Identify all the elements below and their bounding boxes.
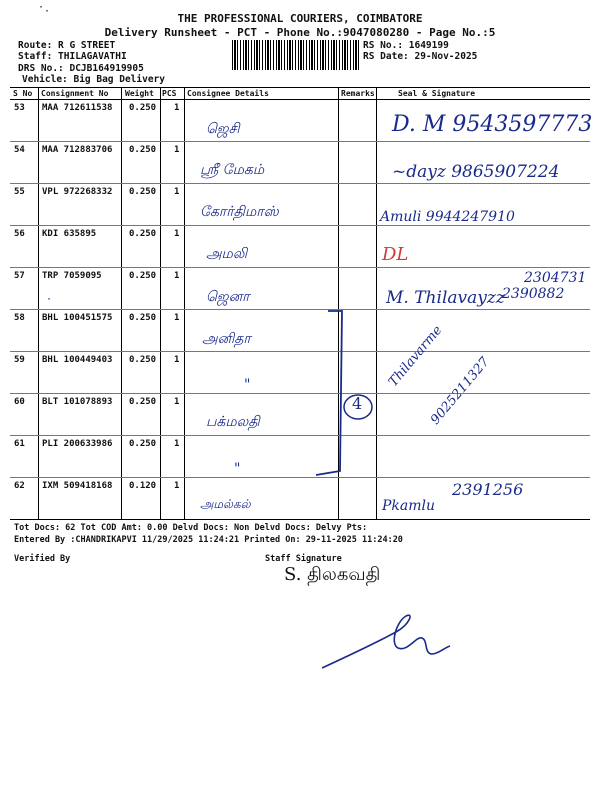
row-consignee-ditto-mark: " (234, 461, 241, 477)
phone-handwriting: 2390882 (502, 286, 565, 302)
company-title: THE PROFESSIONAL COURIERS, COIMBATORE (177, 12, 423, 25)
slanted-name-handwriting: Thilavarme (386, 322, 446, 390)
table-bottom-border (10, 519, 590, 520)
col-divider (121, 88, 122, 520)
row-divider (10, 477, 590, 478)
row-signature-handwriting: M. Thilavayzz (386, 288, 505, 308)
runsheet-subtitle: Delivery Runsheet - PCT - Phone No.:9047080280 - Page No.:5 (104, 26, 496, 39)
row-weight: 0.250 (129, 187, 157, 197)
row-divider (10, 309, 590, 310)
row-sno: 55 (14, 187, 25, 197)
staff-label: Staff: THILAGAVATHI (18, 51, 127, 62)
col-divider (38, 88, 39, 520)
row-signature-handwriting: Pkamlu (382, 498, 436, 514)
row-sno: 61 (14, 439, 25, 449)
row-consignment-no: BLT 101078893 (42, 397, 113, 407)
row-consignment-no: IXM 509418168 (42, 481, 113, 491)
row-weight: 0.250 (129, 145, 157, 155)
row-pcs: 1 (174, 229, 180, 239)
bracket-count-handwriting: 4 (352, 394, 363, 413)
row-pcs: 1 (174, 313, 180, 323)
rs-number: RS No.: 1649199 (363, 40, 449, 51)
row-signature-handwriting: D. M 9543597773 (392, 112, 593, 137)
col-header-pcs: PCS (162, 89, 177, 98)
row-weight: 0.250 (129, 313, 157, 323)
phone-handwriting: 2391256 (452, 480, 524, 499)
row-consignee-handwriting: ஜெசி (206, 121, 240, 137)
rs-date: RS Date: 29-Nov-2025 (363, 51, 478, 62)
ink-mark: · (38, 2, 45, 13)
verified-by-label: Verified By (14, 554, 71, 564)
row-weight: 0.250 (129, 439, 157, 449)
row-pcs: 1 (174, 145, 180, 155)
col-header-remarks: Remarks (341, 89, 375, 98)
row-consignee-handwriting: பக்மலதி (206, 414, 260, 430)
col-header-consignment: Consignment No (41, 89, 109, 98)
row-sno: 58 (14, 313, 25, 323)
row-pcs: 1 (174, 103, 180, 113)
row-weight: 0.250 (129, 355, 157, 365)
ink-mark: · (46, 294, 53, 305)
row-weight: 0.120 (129, 481, 157, 491)
row-consignment-no: MAA 712883706 (42, 145, 113, 155)
table-top-border (10, 87, 590, 88)
col-divider (160, 88, 161, 520)
barcode-image (232, 40, 360, 70)
row-consignment-no: KDI 635895 (42, 229, 97, 239)
row-sno: 57 (14, 271, 25, 281)
col-header-weight: Weight (125, 89, 154, 98)
row-divider (10, 393, 590, 394)
verifier-signature-drawing (318, 608, 458, 678)
row-weight: 0.250 (129, 271, 157, 281)
row-consignee-handwriting: ஜெனா (206, 289, 250, 305)
phone-handwriting: 2304731 (524, 270, 587, 286)
row-consignee-ditto-mark: " (244, 377, 251, 393)
totals-line: Tot Docs: 62 Tot COD Amt: 0.00 Delvd Docs: Non Delvd Docs: Delvy Pts: (14, 523, 368, 533)
row-sno: 56 (14, 229, 25, 239)
row-consignee-handwriting: அனிதா (202, 331, 251, 347)
ink-mark: · (44, 6, 51, 17)
row-sno: 59 (14, 355, 25, 365)
col-divider (184, 88, 185, 520)
col-header-consignee: Consignee Details (187, 89, 269, 98)
row-consignee-handwriting: அமலி (206, 246, 248, 262)
row-pcs: 1 (174, 271, 180, 281)
row-consignment-no: BHL 100451575 (42, 313, 113, 323)
row-consignee-handwriting: கோர்திமாஸ் (200, 204, 279, 220)
row-weight: 0.250 (129, 397, 157, 407)
row-pcs: 1 (174, 397, 180, 407)
group-bracket-drawing (310, 305, 380, 485)
vehicle-label: Vehicle: Big Bag Delivery (22, 74, 165, 85)
row-consignment-no: TRP 7059095 (42, 271, 102, 281)
row-weight: 0.250 (129, 103, 157, 113)
slanted-phone-handwriting: 9025211327 (428, 354, 493, 428)
row-signature-handwriting: Amuli 9944247910 (380, 209, 515, 225)
staff-signature-label: Staff Signature (265, 554, 342, 564)
row-consignee-handwriting: அமல்கல் (200, 497, 251, 511)
bracket-line (316, 311, 342, 475)
row-signature-stamp: DL (382, 244, 409, 265)
row-weight: 0.250 (129, 229, 157, 239)
row-sno: 60 (14, 397, 25, 407)
route-label: Route: R G STREET (18, 40, 116, 51)
row-sno: 54 (14, 145, 25, 155)
signature-stroke (322, 615, 450, 668)
table-header-border (10, 99, 590, 100)
row-pcs: 1 (174, 355, 180, 365)
row-consignment-no: BHL 100449403 (42, 355, 113, 365)
row-divider (10, 351, 590, 352)
row-consignee-handwriting: ஸ்ரீ மேகம் (200, 162, 265, 178)
row-consignment-no: PLI 200633986 (42, 439, 113, 449)
row-divider (10, 225, 590, 226)
row-sno: 53 (14, 103, 25, 113)
staff-signature-handwriting: S. திலகவதி (284, 564, 381, 585)
col-header-seal-signature: Seal & Signature (398, 89, 476, 98)
col-header-sno: S No (13, 89, 33, 98)
row-divider (10, 267, 590, 268)
row-divider (10, 183, 590, 184)
row-pcs: 1 (174, 187, 180, 197)
row-signature-handwriting: ~dayz 9865907224 (392, 162, 560, 182)
row-divider (10, 141, 590, 142)
drs-label: DRS No.: DCJB164919905 (18, 63, 144, 74)
row-divider (10, 435, 590, 436)
row-consignment-no: MAA 712611538 (42, 103, 113, 113)
row-sno: 62 (14, 481, 25, 491)
row-consignment-no: VPL 972268332 (42, 187, 113, 197)
entered-by-line: Entered By :CHANDRIKAPVI 11/29/2025 11:24:21 Printed On: 29-11-2025 11:24:20 (14, 535, 403, 545)
row-pcs: 1 (174, 481, 180, 491)
row-pcs: 1 (174, 439, 180, 449)
